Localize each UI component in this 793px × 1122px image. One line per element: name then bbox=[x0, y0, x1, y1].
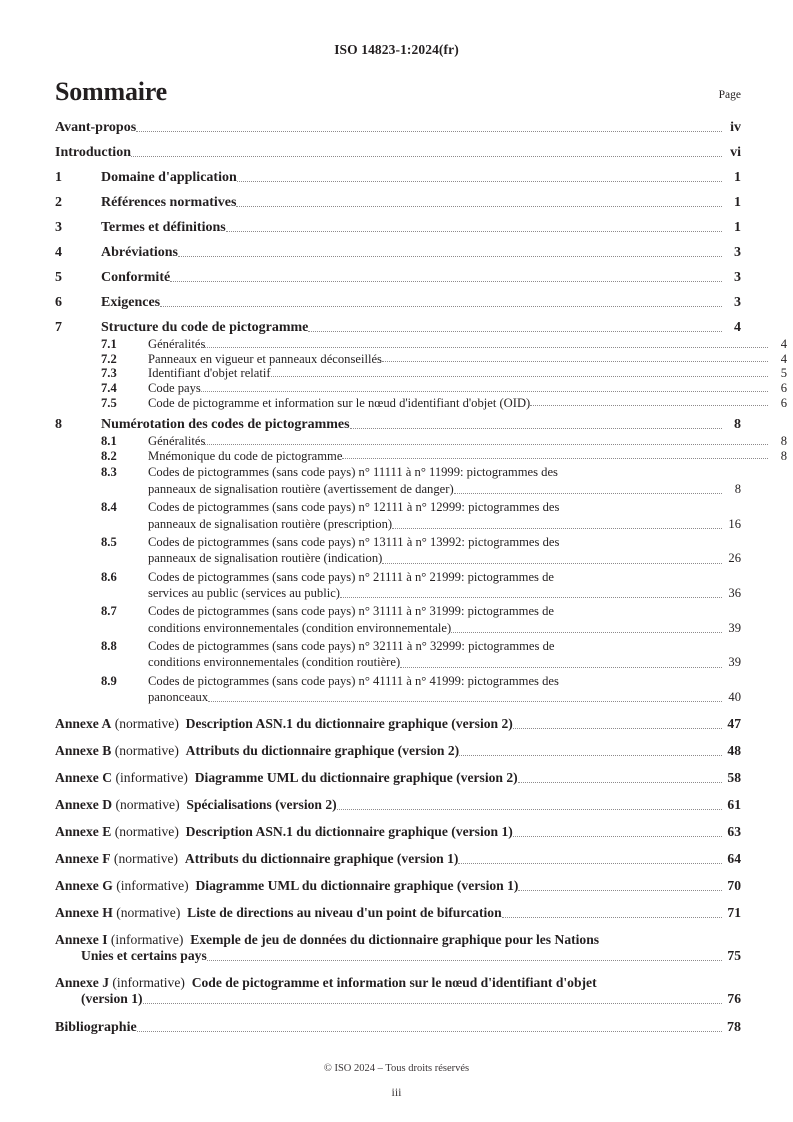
toc-entry-number: 7.2 bbox=[101, 351, 117, 366]
annexe-kind: (normative) bbox=[114, 743, 179, 759]
toc-entry-label: Structure du code de pictogramme bbox=[101, 320, 309, 336]
annexe-label: Annexe J bbox=[55, 975, 109, 991]
toc-entry-body bbox=[148, 499, 741, 532]
toc-entry-row bbox=[55, 905, 741, 921]
annexe-kind: (normative) bbox=[114, 716, 179, 732]
leader-dots bbox=[131, 155, 722, 157]
toc-entry-row bbox=[55, 824, 741, 840]
toc-entry-page: 39 bbox=[728, 655, 741, 670]
toc-entry-label-line1: Codes de pictogrammes (sans code pays) n° 13111 à n° 13992: pictogrammes des bbox=[148, 534, 560, 549]
toc-entry-label-line1: Codes de pictogrammes (sans code pays) n° 12111 à n° 12999: pictogrammes des bbox=[148, 500, 560, 515]
toc-entry-page: 71 bbox=[727, 905, 741, 921]
toc-entry-body bbox=[148, 603, 741, 636]
toc-entry-introduction[interactable] bbox=[55, 146, 741, 160]
toc-entry-label-line2-row bbox=[148, 654, 741, 670]
toc-entry-number: 8.5 bbox=[101, 534, 117, 549]
annexe-title-line2: Unies et certains pays bbox=[81, 948, 207, 964]
toc-entry-number: 7.4 bbox=[101, 381, 117, 396]
toc-entry-page: iv bbox=[730, 120, 741, 136]
toc-entry-page: 3 bbox=[734, 270, 741, 286]
toc-entry-row bbox=[55, 743, 741, 759]
toc-entry-page: 1 bbox=[734, 195, 741, 211]
toc-entry-annexe-lead bbox=[55, 824, 513, 840]
page-folio: iii bbox=[391, 1085, 402, 1099]
leader-dots bbox=[382, 360, 768, 362]
toc-entry-label-line2-row bbox=[148, 481, 741, 497]
toc-entry-number: 6 bbox=[55, 295, 62, 311]
toc-entry-label: Généralités bbox=[148, 337, 206, 352]
annexe-kind: (informative) bbox=[116, 878, 189, 894]
leader-dots bbox=[459, 754, 722, 756]
toc-entry-annexe-h[interactable] bbox=[55, 905, 741, 921]
toc-entry-annexe-lead bbox=[55, 975, 741, 991]
toc-entry-label: Bibliographie bbox=[55, 1020, 137, 1036]
annexe-title: Attributs du dictionnaire graphique (version 1) bbox=[184, 851, 459, 867]
leader-dots bbox=[271, 375, 768, 377]
toc-entry-number: 8.9 bbox=[101, 673, 117, 688]
leader-dots bbox=[236, 205, 722, 207]
toc-entry-page: 39 bbox=[728, 620, 741, 635]
annexe-label: Annexe H bbox=[55, 905, 113, 921]
toc-entry-number: 5 bbox=[55, 270, 62, 286]
annexe-kind: (informative) bbox=[115, 770, 188, 786]
toc-entry-annexe-lead bbox=[55, 851, 458, 867]
leader-dots bbox=[513, 727, 722, 729]
leader-dots bbox=[170, 280, 722, 282]
toc-entry-label-line2-row bbox=[148, 516, 741, 532]
annexe-title: Attributs du dictionnaire graphique (version 2) bbox=[185, 743, 460, 759]
annexe-label: Annexe G bbox=[55, 878, 113, 894]
leader-dots bbox=[143, 1002, 722, 1004]
toc-entry-annexe-g[interactable] bbox=[55, 878, 741, 894]
toc-entry-body bbox=[148, 464, 741, 497]
leader-dots bbox=[205, 346, 768, 348]
leader-dots bbox=[207, 959, 722, 961]
toc-entry-body bbox=[148, 673, 741, 706]
toc-entry-clause-2[interactable] bbox=[55, 196, 741, 210]
toc-title-row bbox=[55, 78, 741, 105]
toc-entry-label: Domaine d'application bbox=[101, 170, 237, 186]
toc-entry-page: 58 bbox=[727, 770, 741, 786]
leader-dots bbox=[382, 562, 722, 564]
annexe-kind: (normative) bbox=[113, 851, 179, 867]
toc-entry-bibliographie[interactable] bbox=[55, 1021, 741, 1035]
toc-entry-subclause-8-1[interactable] bbox=[55, 435, 787, 448]
toc-entry-label: Numérotation des codes de pictogrammes bbox=[101, 417, 350, 433]
toc-entry-avant-propos[interactable] bbox=[55, 121, 741, 135]
toc-entry-page: 40 bbox=[728, 690, 741, 705]
annexe-title: Description ASN.1 du dictionnaire graphique (version 1) bbox=[185, 824, 513, 840]
leader-dots bbox=[337, 808, 722, 810]
toc-entry-number: 1 bbox=[55, 170, 62, 186]
annexe-label: Annexe E bbox=[55, 824, 112, 840]
toc-entry-clause-5[interactable] bbox=[55, 271, 741, 285]
leader-dots bbox=[308, 330, 722, 332]
annexe-title: Spécialisations (version 2) bbox=[186, 797, 337, 813]
annexe-title-line1: Exemple de jeu de données du dictionnaire graphique pour les Nations bbox=[190, 932, 600, 948]
leader-dots bbox=[513, 835, 722, 837]
toc-entry-page: 3 bbox=[734, 245, 741, 261]
leader-dots bbox=[136, 130, 722, 132]
toc-entry-label-line2: panonceaux bbox=[148, 690, 209, 705]
toc-entry-page: 26 bbox=[728, 551, 741, 566]
toc-entry-label: Code de pictogramme et information sur le nœud d'identifiant d'objet (OID) bbox=[148, 395, 531, 410]
toc-entry-label-line2: services au public (services au public) bbox=[148, 585, 340, 600]
toc-entry-page: 8 bbox=[734, 417, 741, 433]
toc-entry-number: 7.5 bbox=[101, 395, 117, 410]
toc-entry-number: 4 bbox=[55, 245, 62, 261]
toc-entry-label: Identifiant d'objet relatif bbox=[148, 366, 271, 381]
toc-entry-page: 16 bbox=[728, 516, 741, 531]
leader-dots bbox=[205, 443, 768, 445]
toc-entry-label-line2: conditions environnementales (condition routière) bbox=[148, 655, 401, 670]
toc-entry-annexe-f[interactable] bbox=[55, 851, 741, 867]
toc-entry-page: 47 bbox=[727, 716, 741, 732]
toc-entry-clause-3[interactable] bbox=[55, 221, 741, 235]
toc-entry-clause-8[interactable] bbox=[55, 418, 741, 432]
toc-entry-annexe-second-line bbox=[55, 991, 741, 1007]
toc-entry-subclause-8-3[interactable] bbox=[55, 464, 741, 497]
leader-dots bbox=[342, 457, 768, 459]
toc-entry-number: 8.8 bbox=[101, 639, 117, 654]
toc-entry-subclause-7-5[interactable] bbox=[55, 397, 787, 410]
toc-entry-subclause-8-4[interactable] bbox=[55, 499, 741, 532]
toc-entry-annexe-lead bbox=[55, 797, 337, 813]
annexe-kind: (normative) bbox=[115, 797, 180, 813]
toc-entry-page: 8 bbox=[734, 481, 741, 496]
toc-entry-label-line2-row bbox=[148, 585, 741, 601]
toc-entry-number: 7.3 bbox=[101, 366, 117, 381]
leader-dots bbox=[392, 527, 722, 529]
leader-dots bbox=[458, 862, 722, 864]
toc-entry-label: Panneaux en vigueur et panneaux déconseillés bbox=[148, 351, 382, 366]
toc-content bbox=[55, 77, 787, 1036]
toc-entry-page: 4 bbox=[780, 351, 787, 366]
toc-entry-row bbox=[55, 770, 741, 786]
toc-entry-page: 61 bbox=[727, 797, 741, 813]
annexe-label: Annexe F bbox=[55, 851, 111, 867]
annexe-title: Liste de directions au niveau d'un point de bifurcation bbox=[187, 905, 502, 921]
page-title: Sommaire bbox=[55, 77, 168, 106]
annexe-title: Diagramme UML du dictionnaire graphique (version 1) bbox=[195, 878, 519, 894]
toc-entry-clause-6[interactable] bbox=[55, 296, 741, 310]
toc-entry-label: Références normatives bbox=[101, 195, 237, 211]
toc-entry-number: 8.1 bbox=[101, 434, 117, 449]
leader-dots bbox=[160, 305, 722, 307]
toc-entry-annexe-i[interactable] bbox=[55, 932, 741, 964]
toc-entry-annexe-lead bbox=[55, 770, 518, 786]
toc-entry-label: Avant-propos bbox=[55, 120, 137, 136]
toc-entry-annexe-a[interactable] bbox=[55, 716, 741, 732]
toc-entry-number: 2 bbox=[55, 195, 62, 211]
toc-entry-annexe-d[interactable] bbox=[55, 797, 741, 813]
toc-entry-page: 1 bbox=[734, 220, 741, 236]
toc-entry-label-line2-row bbox=[148, 689, 741, 705]
toc-entry-page: 4 bbox=[780, 337, 787, 352]
toc-entry-row bbox=[55, 716, 741, 732]
leader-dots bbox=[137, 1030, 722, 1032]
toc-entry-number: 8.7 bbox=[101, 604, 117, 619]
toc-entry-annexe-e[interactable] bbox=[55, 824, 741, 840]
toc-entry-number: 8.2 bbox=[101, 448, 117, 463]
toc-entry-label: Exigences bbox=[101, 295, 161, 311]
toc-entry-page: 48 bbox=[727, 743, 741, 759]
annexe-label: Annexe B bbox=[55, 743, 112, 759]
toc-entry-subclause-8-6[interactable] bbox=[55, 569, 741, 602]
toc-entry-number: 8 bbox=[55, 417, 62, 433]
annexe-kind: (normative) bbox=[116, 905, 181, 921]
annexe-title: Description ASN.1 du dictionnaire graphique (version 2) bbox=[185, 716, 513, 732]
toc-entry-label: Introduction bbox=[55, 145, 131, 161]
toc-entry-body bbox=[148, 569, 741, 602]
toc-entry-number: 7.1 bbox=[101, 337, 117, 352]
toc-entry-label-line1: Codes de pictogrammes (sans code pays) n° 21111 à n° 21999: pictogrammes de bbox=[148, 569, 554, 584]
toc-entry-body bbox=[148, 638, 741, 671]
toc-entry-page: vi bbox=[730, 145, 741, 161]
toc-entry-subclause-7-2[interactable] bbox=[55, 353, 787, 366]
leader-dots bbox=[226, 230, 722, 232]
toc-entry-label-line1: Codes de pictogrammes (sans code pays) n° 32111 à n° 32999: pictogrammes de bbox=[148, 639, 555, 654]
toc-entry-page: 36 bbox=[728, 585, 741, 600]
toc-entry-clause-1[interactable] bbox=[55, 171, 741, 185]
toc-entry-label-line2: conditions environnementales (condition environnementale) bbox=[148, 620, 452, 635]
toc-entry-label-line1: Codes de pictogrammes (sans code pays) n° 41111 à n° 41999: pictogrammes des bbox=[148, 673, 559, 688]
leader-dots bbox=[208, 700, 722, 702]
annexe-label: Annexe D bbox=[55, 797, 113, 813]
toc-entry-subclause-8-7[interactable] bbox=[55, 603, 741, 636]
toc-entry-annexe-lead bbox=[55, 743, 459, 759]
toc-entry-body bbox=[148, 534, 741, 567]
annexe-label: Annexe A bbox=[55, 716, 112, 732]
toc-entry-label: Abréviations bbox=[101, 245, 178, 261]
leader-dots bbox=[518, 889, 722, 891]
toc-entry-annexe-lead bbox=[55, 716, 513, 732]
toc-entry-label: Conformité bbox=[101, 270, 171, 286]
leader-dots bbox=[340, 596, 722, 598]
toc-entry-label: Termes et définitions bbox=[101, 220, 226, 236]
page-column-label: Page bbox=[718, 89, 741, 102]
annexe-title: Diagramme UML du dictionnaire graphique (version 2) bbox=[194, 770, 518, 786]
toc-entry-annexe-lead bbox=[55, 878, 518, 894]
annexe-label: Annexe I bbox=[55, 932, 108, 948]
leader-dots bbox=[237, 180, 722, 182]
toc-entry-page: 1 bbox=[734, 170, 741, 186]
toc-entry-label-line2-row bbox=[148, 620, 741, 636]
toc-entry-annexe-c[interactable] bbox=[55, 770, 741, 786]
toc-entry-page: 64 bbox=[727, 851, 741, 867]
toc-entry-subclause-8-8[interactable] bbox=[55, 638, 741, 671]
annexe-kind: (informative) bbox=[112, 975, 185, 991]
leader-dots bbox=[454, 492, 722, 494]
toc-entry-label-line2-row bbox=[148, 550, 741, 566]
annexe-label: Annexe C bbox=[55, 770, 113, 786]
toc-entry-row bbox=[55, 797, 741, 813]
toc-entry-page: 8 bbox=[780, 434, 787, 449]
toc-entry-page: 75 bbox=[727, 948, 741, 964]
toc-entry-annexe-lead bbox=[55, 932, 741, 948]
annexe-title-line1: Code de pictogramme et information sur le nœud d'identifiant d'objet bbox=[191, 975, 597, 991]
toc-entry-label: Généralités bbox=[148, 434, 206, 449]
toc-entry-page: 3 bbox=[734, 295, 741, 311]
leader-dots bbox=[178, 255, 722, 257]
footer-copyright: © ISO 2024 – Tous droits réservés bbox=[323, 1063, 470, 1074]
leader-dots bbox=[400, 666, 722, 668]
toc-entry-label: Code pays bbox=[148, 381, 201, 396]
toc-entry-subclause-7-3[interactable] bbox=[55, 367, 787, 380]
annexe-kind: (normative) bbox=[114, 824, 179, 840]
toc-entry-page: 78 bbox=[727, 1020, 741, 1036]
toc-entry-row bbox=[55, 878, 741, 894]
toc-entry-label-line2: panneaux de signalisation routière (prescription) bbox=[148, 516, 393, 531]
leader-dots bbox=[451, 631, 722, 633]
toc-entry-subclause-8-5[interactable] bbox=[55, 534, 741, 567]
toc-entry-number: 3 bbox=[55, 220, 62, 236]
toc-entry-page: 76 bbox=[727, 991, 741, 1007]
toc-entry-page: 70 bbox=[727, 878, 741, 894]
toc-entry-subclause-8-2[interactable] bbox=[55, 450, 787, 463]
toc-entry-label-line1: Codes de pictogrammes (sans code pays) n° 31111 à n° 31999: pictogrammes de bbox=[148, 604, 554, 619]
toc-entry-page: 6 bbox=[780, 395, 787, 410]
toc-entry-page: 4 bbox=[734, 320, 741, 336]
toc-entry-number: 8.4 bbox=[101, 500, 117, 515]
toc-entry-number: 8.3 bbox=[101, 465, 117, 480]
leader-dots bbox=[350, 427, 722, 429]
toc-entry-number: 7 bbox=[55, 320, 62, 336]
toc-entry-subclause-7-4[interactable] bbox=[55, 382, 787, 395]
toc-entry-annexe-j[interactable] bbox=[55, 975, 741, 1007]
toc-entry-row bbox=[55, 851, 741, 867]
toc-entry-annexe-b[interactable] bbox=[55, 743, 741, 759]
running-header: ISO 14823-1:2024(fr) bbox=[334, 42, 459, 57]
toc-entry-annexe-lead bbox=[55, 905, 502, 921]
toc-entry-clause-4[interactable] bbox=[55, 246, 741, 260]
toc-entry-page: 6 bbox=[780, 381, 787, 396]
toc-entry-label-line2: panneaux de signalisation routière (avertissement de danger) bbox=[148, 481, 454, 496]
leader-dots bbox=[530, 404, 768, 406]
leader-dots bbox=[518, 781, 722, 783]
toc-entry-number: 8.6 bbox=[101, 569, 117, 584]
toc-entry-page: 8 bbox=[780, 448, 787, 463]
leader-dots bbox=[502, 916, 722, 918]
annexe-kind: (informative) bbox=[110, 932, 184, 948]
toc-entry-page: 5 bbox=[780, 366, 787, 381]
toc-entry-annexe-second-line bbox=[55, 948, 741, 964]
leader-dots bbox=[201, 390, 768, 392]
toc-entry-label: Mnémonique du code de pictogramme bbox=[148, 448, 343, 463]
toc-entry-subclause-8-9[interactable] bbox=[55, 673, 741, 706]
toc-entry-label-line2: panneaux de signalisation routière (indication) bbox=[148, 551, 383, 566]
toc-entry-clause-7[interactable] bbox=[55, 321, 741, 335]
toc-entry-page: 63 bbox=[727, 824, 741, 840]
annexe-title-line2: (version 1) bbox=[81, 991, 143, 1007]
toc-entry-subclause-7-1[interactable] bbox=[55, 338, 787, 351]
toc-entry-label-line1: Codes de pictogrammes (sans code pays) n° 11111 à n° 11999: pictogrammes des bbox=[148, 465, 558, 480]
